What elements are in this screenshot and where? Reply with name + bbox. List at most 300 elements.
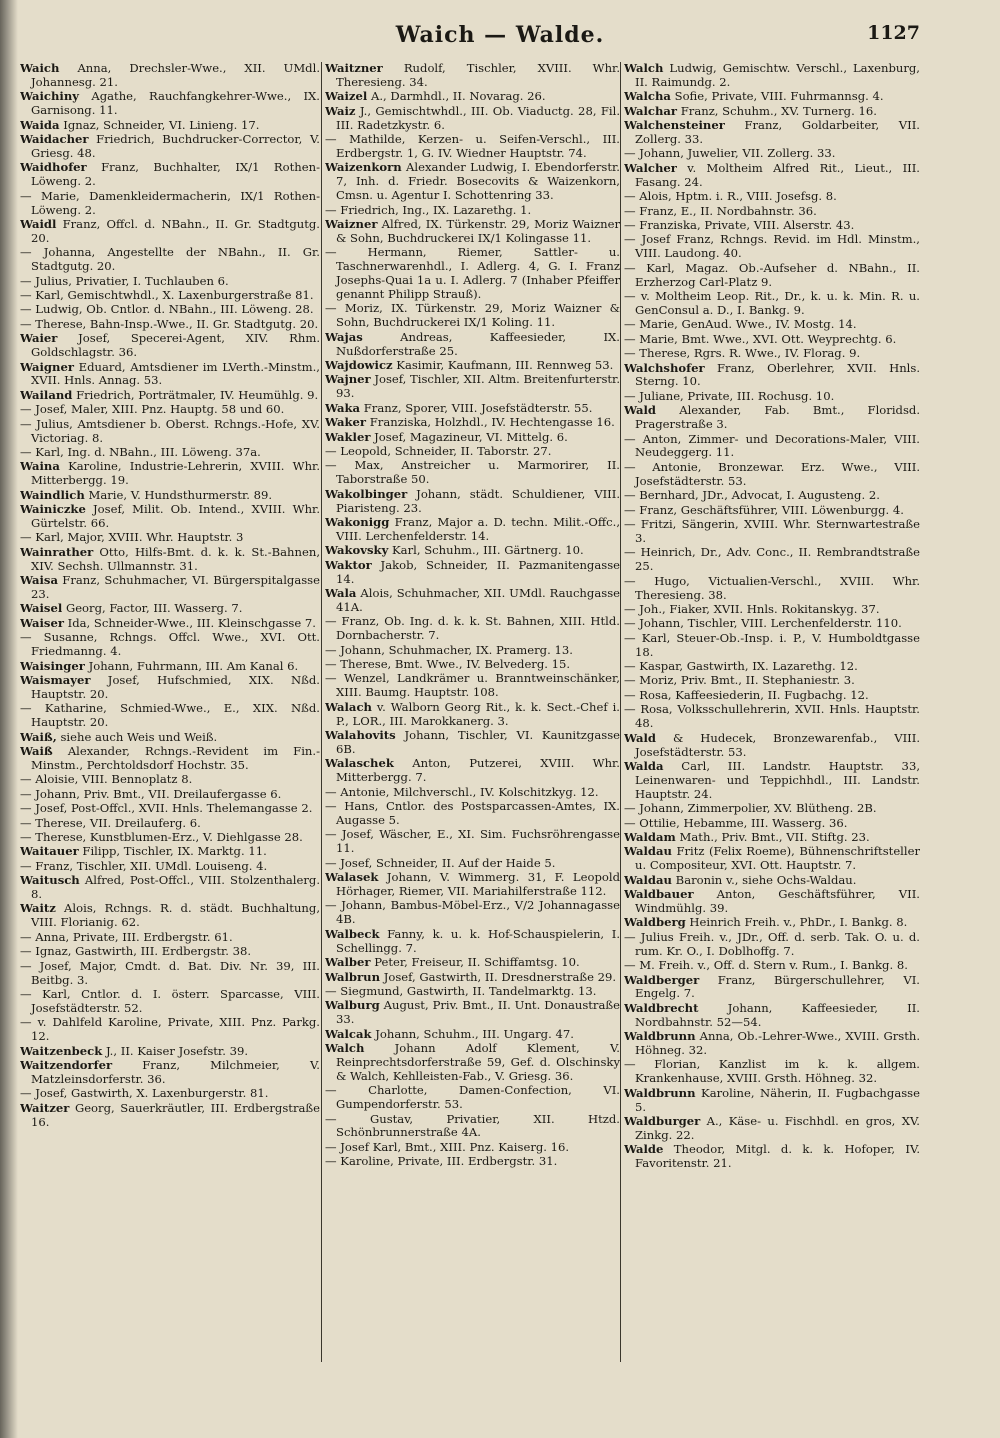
entry-details: Karoline, Näherin, II. Fugbachgasse 5. (635, 1085, 920, 1114)
entry-details: Eduard, Amtsdiener im LVerth.-Minstm., XVII. Hnls. Annag. 53. (31, 359, 320, 388)
directory-entry (325, 62, 620, 90)
entry-surname: Waindlich (20, 487, 85, 502)
directory-entry (624, 546, 920, 574)
entry-surname: Walch (624, 62, 664, 75)
directory-entry (624, 1002, 920, 1030)
directory-entry (20, 574, 320, 602)
entry-details: Franz, Schuhm., XV. Turnerg. 16. (680, 103, 877, 118)
directory-entry (20, 119, 320, 133)
entry-surname: Wajner (325, 372, 371, 387)
directory-entry (325, 105, 620, 133)
directory-entry (20, 489, 320, 503)
directory-entry (624, 703, 920, 731)
entry-surname: Walbrun (325, 969, 381, 984)
directory-entry (20, 817, 320, 831)
directory-entry (624, 219, 920, 233)
entry-surname: Waizenkorn (325, 160, 402, 175)
entry-details: Alexander, Rchngs.-Revident im Fin.-Minstm., Perchtoldsdorf Hochstr. 35. (31, 744, 320, 772)
entry-details: Anna, Ob.-Lehrer-Wwe., XVIII. Grsth. Höhneg. 32. (635, 1029, 920, 1058)
directory-entry (20, 361, 320, 389)
directory-entry (624, 262, 920, 290)
entry-surname: Waitzendorfer (20, 1057, 113, 1072)
entry-surname: Waldam (624, 829, 676, 844)
entry-details: — Katharine, Schmied-Wwe., E., XIX. Nßd. Hauptstr. 20. (20, 701, 320, 730)
directory-entry (624, 874, 920, 888)
directory-entry (20, 546, 320, 574)
entry-details: — Josef Karl, Bmt., XIII. Pnz. Kaiserg. 16. (325, 1139, 570, 1154)
entry-details: Karl, Schuhm., III. Gärtnerg. 10. (392, 543, 584, 558)
directory-entry (624, 1115, 920, 1143)
entry-details: J., II. Kaiser Josefstr. 39. (105, 1043, 249, 1058)
entry-details: Fanny, k. u. k. Hof-Schauspielerin, I. Schellingg. 7. (336, 926, 620, 955)
directory-entry (20, 289, 320, 303)
entry-details: August, Priv. Bmt., II. Unt. Donaustraße 33. (336, 998, 620, 1027)
directory-entry (325, 161, 620, 203)
directory-entry (325, 218, 620, 246)
entry-details: Karoline, Industrie-Lehrerin, XVIII. Whr. Mitterbergg. 19. (31, 459, 320, 488)
directory-entry (20, 1016, 320, 1044)
entry-surname: Wakovsky (325, 543, 389, 558)
directory-entry (624, 390, 920, 404)
directory-entry (325, 871, 620, 899)
directory-entry (20, 902, 320, 930)
entry-details: — Florian, Kanzlist im k. k. allgem. Krankenhause, XVIII. Grsth. Höhneg. 32. (624, 1057, 920, 1086)
entry-details: v. Walborn Georg Rit., k. k. Sect.-Chef i. P., LOR., III. Marokkanerg. 3. (336, 699, 620, 728)
directory-entry (325, 658, 620, 672)
entry-details: Peter, Freiseur, II. Schiffamtsg. 10. (374, 955, 580, 970)
entry-details: Josef, Gastwirth, II. Dresdnerstraße 29. (383, 969, 617, 984)
directory-entry (325, 204, 620, 218)
directory-entry (20, 218, 320, 246)
directory-entry (20, 788, 320, 802)
directory-entry (624, 632, 920, 660)
entry-details: A., Käse- u. Fischhdl. en gros, XV. Zinkg. 22. (635, 1114, 920, 1142)
page-edge-shadow (0, 0, 18, 1438)
column-divider-2 (620, 62, 621, 1362)
entry-surname: Walcher (624, 160, 677, 175)
entry-details: — Karl, Gemischtwhdl., X. Laxenburgerstraße 81. (20, 288, 314, 302)
entry-details: Andreas, Kaffeesieder, IX. Nußdorferstraße 25. (336, 329, 620, 358)
entry-details: Alexander Ludwig, I. Ebendorferstr. 7, Inh. d. Friedr. Bosecovits & Waizenkorn, Cmsn. u. Agentur I. Schottenring 33. (336, 160, 620, 203)
entry-surname: Waidl (20, 216, 57, 231)
directory-entry (20, 931, 320, 945)
entry-surname: Waidhofer (20, 160, 87, 175)
directory-entry (20, 389, 320, 403)
entry-details: Jakob, Schneider, II. Pazmanitengasse 14. (336, 557, 620, 586)
directory-entry (20, 988, 320, 1016)
entry-surname: Walasek (325, 870, 379, 885)
entry-details: — Siegmund, Gastwirth, II. Tandelmarktg. 13. (325, 983, 597, 998)
entry-surname: Wailand (20, 387, 73, 402)
entry-details: — Leopold, Schneider, II. Taborstr. 27. (325, 443, 552, 458)
entry-details: Agathe, Rauchfangkehrer-Wwe., IX. Garnisong. 11. (31, 89, 320, 118)
entry-details: Math., Priv. Bmt., VII. Stiftg. 23. (679, 829, 870, 844)
directory-entry (325, 246, 620, 302)
entry-surname: Waizel (325, 89, 368, 104)
entry-surname: Wald (624, 730, 657, 745)
entry-details: Alexander, Fab. Bmt., Floridsd. Pragerstraße 3. (635, 403, 920, 432)
directory-entry (325, 701, 620, 729)
entry-details: Johann, Fuhrmann, III. Am Kanal 6. (88, 658, 299, 673)
directory-entry (624, 105, 920, 119)
entry-surname: Waigner (20, 359, 74, 374)
entry-surname: Waldberg (624, 915, 686, 930)
entry-details: Anton, Geschäftsführer, VII. Windmühlg. 39. (635, 887, 920, 915)
entry-details: — v. Moltheim Leop. Rit., Dr., k. u. k. Min. R. u. GenConsul a. D., I. Bankg. 9. (624, 289, 920, 317)
directory-entry (20, 945, 320, 959)
running-title: Waich — Walde. (395, 22, 605, 48)
directory-entry (624, 90, 920, 104)
entry-details: — Karoline, Private, III. Erdbergstr. 31. (325, 1154, 558, 1169)
entry-details: — Johann, Priv. Bmt., VII. Dreilaufergasse 6. (20, 786, 282, 801)
entry-details: — Ludwig, Ob. Cntlor. d. NBahn., III. Löweng. 28. (20, 302, 314, 317)
entry-details: — Therese, Bmt. Wwe., IV. Belvederg. 15. (325, 657, 571, 672)
directory-entry (624, 959, 920, 973)
entry-details: — Ignaz, Gastwirth, III. Erdbergstr. 38. (20, 944, 252, 959)
entry-details: Fritz (Felix Roeme), Bühnenschriftsteller u. Compositeur, XVI. Ott. Hauptstr. 7. (635, 844, 920, 873)
entry-details: Sofie, Private, VIII. Fuhrmannsg. 4. (674, 89, 884, 104)
directory-entry (20, 460, 320, 488)
directory-entry (624, 362, 920, 390)
directory-entry (325, 928, 620, 956)
entry-surname: Walchar (624, 103, 678, 118)
entry-details: Josef, Specerei-Agent, XIV. Rhm. Goldschlagstr. 36. (31, 331, 320, 360)
directory-entry (325, 373, 620, 401)
directory-entry (20, 631, 320, 659)
directory-entry (624, 518, 920, 546)
directory-entry (325, 587, 620, 615)
entry-details: — Josef, Maler, XIII. Pnz. Hauptg. 58 und 60. (20, 402, 285, 417)
directory-entry (624, 333, 920, 347)
directory-entry (325, 302, 620, 330)
directory-entry (20, 133, 320, 161)
entry-details: — Karl, Magaz. Ob.-Aufseher d. NBahn., II. Erzherzog Carl-Platz 9. (624, 260, 920, 289)
entry-details: — Rosa, Volksschullehrerin, XVII. Hnls. Hauptstr. 48. (624, 702, 920, 731)
entry-surname: Walch (325, 1041, 365, 1056)
entry-details: — Julius, Amtsdiener b. Oberst. Rchngs.-Hofe, XV. Victoriag. 8. (20, 416, 320, 445)
entry-surname: Walburg (325, 998, 380, 1013)
directory-entry (325, 800, 620, 828)
entry-surname: Waitusch (20, 873, 80, 888)
directory-entry (624, 205, 920, 219)
directory-entry (325, 985, 620, 999)
entry-surname: Waismayer (20, 672, 91, 687)
directory-entry (624, 404, 920, 432)
entry-details: — Johann, Juwelier, VII. Zollerg. 33. (624, 146, 836, 161)
entry-surname: Walda (624, 758, 664, 773)
entry-details: — Franz, Geschäftsführer, VIII. Löwenburgg. 4. (624, 502, 904, 517)
entry-details: — Therese, VII. Dreilauferg. 6. (20, 815, 201, 830)
entry-details: Franz, Milchmeier, V. Matzleinsdorferstr. 36. (31, 1057, 320, 1086)
entry-details: Franz, Bürgerschullehrer, VI. Engelg. 7. (635, 972, 920, 1001)
entry-details: Franz, Sporer, VIII. Josefstädterstr. 55. (363, 400, 593, 415)
entry-surname: Waldau (624, 872, 672, 887)
entry-details: — Marie, GenAud. Wwe., IV. Mostg. 14. (624, 317, 857, 332)
entry-surname: Waisel (20, 601, 63, 616)
entry-details: Otto, Hilfs-Bmt. d. k. k. St.-Bahnen, XIV. Sechsh. Ullmannstr. 31. (31, 544, 320, 573)
entry-details: — Fritzi, Sängerin, XVIII. Whr. Sternwartestraße 3. (624, 517, 920, 545)
directory-entry (624, 1087, 920, 1115)
directory-entry (325, 90, 620, 104)
directory-entry (325, 416, 620, 430)
entry-details: Filipp, Tischler, IX. Marktg. 11. (82, 844, 267, 859)
entry-details: — Karl, Cntlor. d. I. österr. Sparcasse, VIII. Josefstädterstr. 52. (20, 986, 320, 1015)
entry-surname: Waldburger (624, 1114, 701, 1129)
entry-details: Johann, städt. Schuldiener, VIII. Piaristeng. 23. (336, 486, 620, 515)
entry-details: Franziska, Holzhdl., IV. Hechtengasse 16. (369, 415, 615, 430)
directory-entry (624, 732, 920, 760)
entry-details: — Johann, Tischler, VIII. Lerchenfelderstr. 110. (624, 616, 902, 631)
directory-entry (325, 956, 620, 970)
entry-details: — Anna, Private, III. Erdbergstr. 61. (20, 929, 233, 944)
directory-entry (624, 290, 920, 318)
entry-details: Johann, V. Wimmerg. 31, F. Leopold Hörhager, Riemer, VII. Mariahilferstraße 112. (336, 870, 620, 899)
directory-entry (20, 332, 320, 360)
directory-entry (325, 459, 620, 487)
entry-surname: Walach (325, 699, 372, 714)
entry-details: — Kaspar, Gastwirth, IX. Lazarethg. 12. (624, 659, 858, 674)
entry-details: Josef, Hufschmied, XIX. Nßd. Hauptstr. 20. (31, 672, 320, 701)
directory-entry (624, 1143, 920, 1171)
column-1 (20, 62, 320, 1422)
entry-details: — Josef, Post-Offcl., XVII. Hnls. Thelemangasse 2. (20, 801, 313, 816)
directory-entry (20, 503, 320, 531)
entry-details: Anton, Putzerei, XVIII. Whr. Mitterbergg. 7. (336, 756, 620, 785)
directory-entry (325, 615, 620, 643)
entry-surname: Waktor (325, 557, 372, 572)
directory-entry (20, 674, 320, 702)
entry-details: Josef, Tischler, XII. Altm. Breitenfurterstr. 93. (336, 372, 620, 401)
entry-surname: Wakolbinger (325, 486, 408, 501)
entry-details: Alfred, Post-Offcl., VIII. Stolzenthalerg. 8. (31, 873, 320, 902)
entry-details: — Moriz, IX. Türkenstr. 29, Moriz Waizner & Sohn, Buchdruckerei IX/1 Koling. 11. (325, 301, 620, 330)
entry-surname: Walbeck (325, 926, 380, 941)
entry-details: Marie, V. Hundsthurmerstr. 89. (88, 487, 273, 502)
directory-entry (325, 899, 620, 927)
entry-surname: Waldau (624, 844, 672, 859)
entry-details: — Therese, Bahn-Insp.-Wwe., II. Gr. Stadtgutg. 20. (20, 316, 319, 331)
entry-details: — Julius, Privatier, I. Tuchlauben 6. (20, 273, 229, 288)
entry-surname: Waiß, (20, 729, 57, 744)
directory-entry (325, 1028, 620, 1042)
entry-details: & Hudecek, Bronzewarenfab., VIII. Josefstädterstr. 53. (635, 730, 920, 759)
directory-entry (325, 516, 620, 544)
entry-details: — Antonie, Bronzewar. Erz. Wwe., VIII. Josefstädterstr. 53. (624, 459, 920, 488)
directory-entry (325, 786, 620, 800)
entry-details: — Franz, E., II. Nordbahnstr. 36. (624, 203, 817, 218)
entry-surname: Waldberger (624, 972, 700, 987)
entry-details: Theodor, Mitgl. d. k. k. Hofoper, IV. Favoritenstr. 21. (635, 1142, 920, 1171)
directory-entry (20, 660, 320, 674)
directory-entry (20, 860, 320, 874)
entry-details: Kasimir, Kaufmann, III. Rennweg 53. (396, 358, 614, 373)
directory-entry (624, 147, 920, 161)
entry-details: — Therese, Rgrs. R. Wwe., IV. Florag. 9. (624, 346, 861, 361)
entry-surname: Waitzer (20, 1100, 70, 1115)
directory-entry (20, 303, 320, 317)
entry-surname: Waiß (20, 744, 53, 758)
directory-entry (325, 828, 620, 856)
entry-details: — Franziska, Private, VIII. Alserstr. 43. (624, 217, 855, 232)
directory-entry (20, 62, 320, 90)
entry-details: — Wenzel, Landkrämer u. Branntweinschänker, XIII. Baumg. Hauptstr. 108. (325, 671, 620, 700)
entry-details: — v. Dahlfeld Karoline, Private, XIII. Pnz. Parkg. 12. (20, 1015, 320, 1044)
entry-details: — Moriz, Priv. Bmt., II. Stephaniestr. 3. (624, 673, 855, 688)
directory-entry (624, 660, 920, 674)
directory-entry (20, 745, 320, 773)
entry-surname: Wajdowicz (325, 358, 393, 373)
directory-entry (624, 916, 920, 930)
directory-entry (325, 559, 620, 587)
directory-entry (624, 461, 920, 489)
entry-details: — Josef, Wäscher, E., XI. Sim. Fuchsröhrengasse 11. (325, 827, 620, 856)
entry-details: v. Moltheim Alfred Rit., Lieut., III. Fasang. 24. (635, 160, 920, 189)
entry-details: Josef, Milit. Ob. Intend., XVIII. Whr. Gürtelstr. 66. (31, 502, 320, 530)
directory-entry (20, 617, 320, 631)
directory-entry (624, 1058, 920, 1086)
directory-entry (20, 960, 320, 988)
directory-entry (325, 133, 620, 161)
directory-entry (624, 617, 920, 631)
entry-details: Anna, Drechsler-Wwe., XII. UMdl. Johannesg. 21. (31, 62, 320, 89)
entry-details: — Antonie, Milchverschl., IV. Kolschitzkyg. 12. (325, 784, 599, 799)
directory-entry (20, 190, 320, 218)
entry-surname: Waldbrunn (624, 1085, 696, 1100)
directory-entry (20, 403, 320, 417)
directory-entry (325, 1141, 620, 1155)
directory-entry (624, 162, 920, 190)
entry-details: — Charlotte, Damen-Confection, VI. Gumpendorferstr. 53. (325, 1083, 620, 1112)
entry-details: Friedrich, Porträtmaler, IV. Heumühlg. 9. (76, 387, 319, 402)
directory-entry (624, 119, 920, 147)
entry-details: — Josef Franz, Rchngs. Revid. im Hdl. Minstm., VIII. Laudong. 40. (624, 232, 920, 261)
directory-entry (20, 731, 320, 745)
entry-surname: Waka (325, 400, 361, 415)
directory-entry (325, 431, 620, 445)
directory-entry (624, 190, 920, 204)
entry-surname: Waldbauer (624, 887, 694, 902)
entry-details: — M. Freih. v., Off. d. Stern v. Rum., I. Bankg. 8. (624, 958, 908, 973)
directory-entry (20, 90, 320, 118)
entry-details: Franz, Major a. D. techn. Milit.-Offc., VIII. Lerchenfelderstr. 14. (336, 515, 620, 543)
directory-entry (624, 318, 920, 332)
entry-details: — Therese, Kunstblumen-Erz., V. Diehlgasse 28. (20, 829, 303, 844)
entry-surname: Walahovits (325, 728, 396, 743)
entry-details: — Johann, Bambus-Möbel-Erz., V/2 Johannagasse 4B. (325, 898, 620, 927)
directory-entry (325, 1084, 620, 1112)
entry-surname: Walchshofer (624, 360, 705, 375)
entry-surname: Waina (20, 459, 60, 474)
directory-entry (20, 1059, 320, 1087)
entry-details: — Josef, Major, Cmdt. d. Bat. Div. Nr. 39, III. Beitbg. 3. (20, 958, 320, 987)
entry-details: — Marie, Bmt. Wwe., XVI. Ott. Weyprechtg. 6. (624, 331, 897, 346)
directory-entry (624, 974, 920, 1002)
directory-entry (20, 702, 320, 730)
entry-details: siehe auch Weis und Weiß. (60, 729, 218, 744)
directory-entry (624, 760, 920, 802)
directory-entry (624, 433, 920, 461)
directory-entry (20, 1045, 320, 1059)
entry-details: Franz, Goldarbeiter, VII. Zollerg. 33. (635, 118, 920, 147)
entry-details: — Ottilie, Hebamme, III. Wasserg. 36. (624, 815, 848, 830)
directory-entry (325, 1113, 620, 1141)
entry-details: — Susanne, Rchngs. Offcl. Wwe., XVI. Ott. Friedmanng. 4. (20, 630, 320, 659)
directory-entry (624, 674, 920, 688)
entry-details: — Hermann, Riemer, Sattler- u. Taschnerwarenhdl., I. Adlerg. 4, G. I. Franz Josephs-Quai 1a u. I. Adlerg. 7 (Inhaber Pfeiffer genannt Philipp Strauß). (325, 245, 620, 301)
entry-details: Friedrich, Buchdrucker-Corrector, V. Griesg. 48. (31, 132, 320, 160)
entry-details: — Johann, Zimmerpolier, XV. Blütheng. 2B. (624, 801, 877, 816)
entry-details: Alois, Schuhmacher, XII. UMdl. Rauchgasse 41A. (336, 586, 620, 614)
column-2 (325, 62, 620, 1422)
directory-entry (20, 275, 320, 289)
entry-surname: Waiz (325, 103, 356, 118)
entry-details: Johann Adolf Klement, V. Reinprechtsdorferstraße 59, Gef. d. Olschinsky & Walch, Kehlleisten-Fab., V. Griesg. 36. (336, 1041, 620, 1083)
entry-surname: Wainrather (20, 544, 94, 559)
entry-surname: Waitzner (325, 62, 383, 75)
entry-surname: Waldbrunn (624, 1029, 696, 1044)
entry-details: Ignaz, Schneider, VI. Linieng. 17. (63, 117, 260, 132)
directory-entry (20, 1087, 320, 1101)
column-divider-1 (321, 62, 322, 1362)
directory-entry (624, 603, 920, 617)
directory-entry (20, 446, 320, 460)
entry-details: Baronin v., siehe Ochs-Waldau. (675, 872, 857, 887)
directory-entry (20, 802, 320, 816)
entry-details: — Bernhard, JDr., Advocat, I. Augusteng. 2. (624, 488, 880, 503)
entry-details: Franz, Schuhmacher, VI. Bürgerspitalgasse 23. (31, 573, 320, 602)
entry-details: — Hugo, Victualien-Verschl., XVIII. Whr. Theresieng. 38. (624, 573, 920, 602)
entry-details: Franz, Oberlehrer, XVII. Hnls. Sterng. 10. (635, 360, 920, 389)
entry-details: Carl, III. Landstr. Hauptstr. 33, Leinenwaren- und Teppichhdl., III. Landstr. Hauptstr. 24. (635, 758, 920, 801)
entry-details: — Johanna, Angestellte der NBahn., II. Gr. Stadtgutg. 20. (20, 245, 320, 274)
entry-details: — Hans, Cntlor. des Postsparcassen-Amtes, IX. Augasse 5. (325, 799, 620, 828)
entry-surname: Wajas (325, 329, 363, 344)
directory-entry (20, 418, 320, 446)
entry-details: Josef, Magazineur, VI. Mittelg. 6. (374, 429, 568, 444)
entry-details: Ida, Schneider-Wwe., III. Kleinschgasse 7. (67, 615, 316, 630)
entry-details: Franz, Buchhalter, IX/1 Rothen-Löweng. 2. (31, 160, 320, 189)
entry-surname: Walber (325, 955, 371, 970)
entry-surname: Waitauer (20, 844, 79, 859)
entry-details: — Karl, Steuer-Ob.-Insp. i. P., V. Humboldtgasse 18. (624, 630, 920, 659)
entry-surname: Wakonigg (325, 515, 390, 529)
directory-entry (20, 161, 320, 189)
entry-details: Franz, Offcl. d. NBahn., II. Gr. Stadtgutg. 20. (31, 216, 320, 245)
directory-entry (325, 729, 620, 757)
directory-entry (20, 831, 320, 845)
entry-details: J., Gemischtwhdl., III. Ob. Viaductg. 28, Fil. III. Radetzkystr. 6. (336, 103, 620, 132)
entry-surname: Waitz (20, 901, 56, 916)
directory-entry (325, 757, 620, 785)
directory-entry (624, 1030, 920, 1058)
entry-surname: Waida (20, 117, 60, 132)
entry-details: Johann, Schuhm., III. Ungarg. 47. (375, 1026, 574, 1041)
entry-surname: Walcak (325, 1026, 372, 1041)
entry-details: Rudolf, Tischler, XVIII. Whr. Theresieng. 34. (336, 62, 620, 89)
directory-entry (20, 1102, 320, 1130)
entry-surname: Waizner (325, 216, 378, 231)
directory-entry (325, 644, 620, 658)
directory-entry (325, 857, 620, 871)
directory-entry (624, 575, 920, 603)
directory-entry (624, 831, 920, 845)
directory-entry (624, 845, 920, 873)
entry-surname: Wala (325, 586, 357, 601)
entry-details: Johann, Kaffeesieder, II. Nordbahnstr. 52—54. (635, 1000, 920, 1029)
directory-entry (325, 999, 620, 1027)
page-header (0, 14, 1000, 56)
directory-entry (624, 489, 920, 503)
